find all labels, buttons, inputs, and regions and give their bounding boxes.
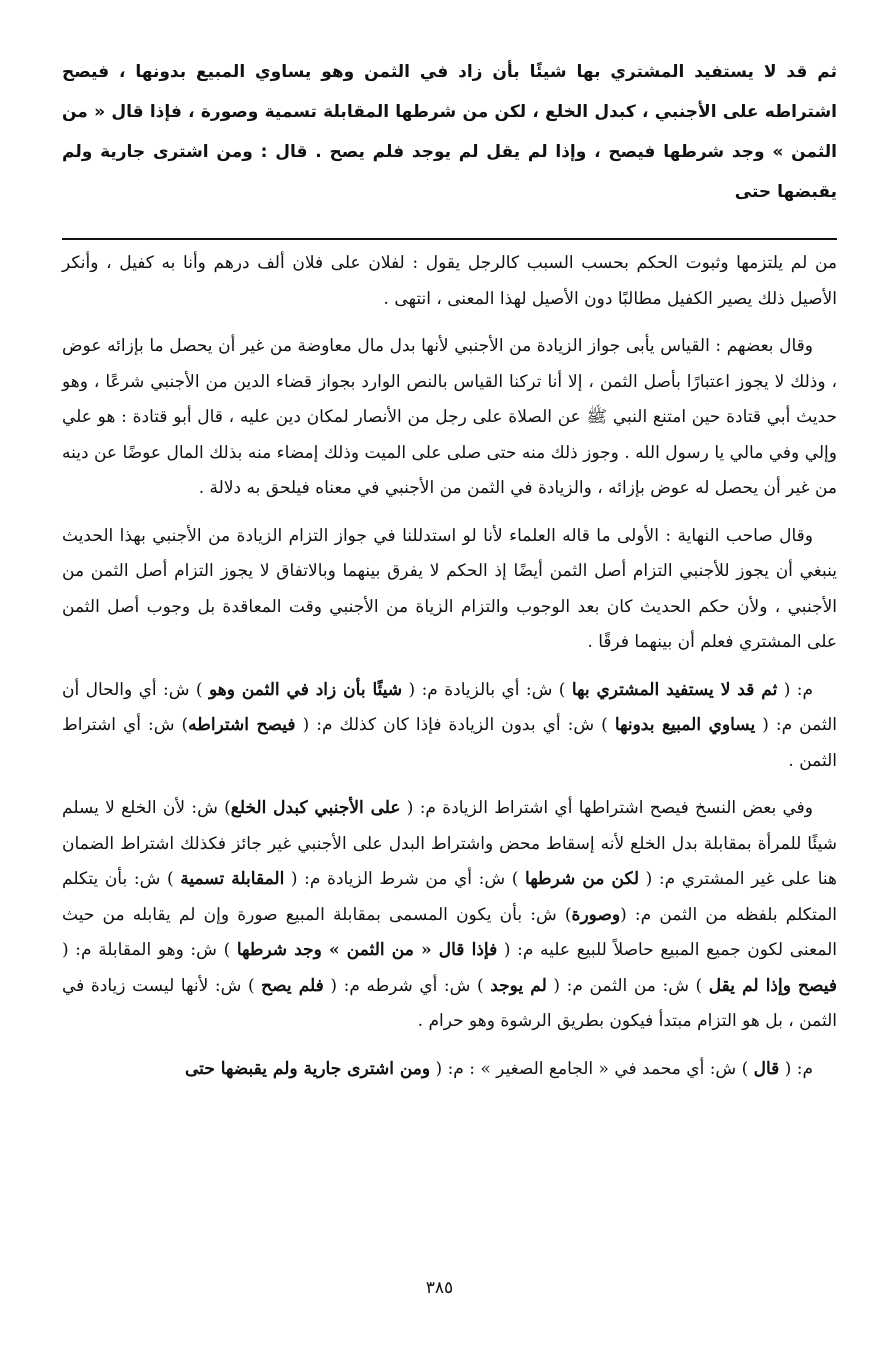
commentary-segment: ) ش: أي شرطه م: (: [323, 975, 491, 996]
commentary-segment: ) ش: لأن الخلع لا يسلم شيئًا للمرأة بمقابلة بدل الخلع لأنه إسقاط محض واشتراط البدل على الأجنبي غير جائز فكذلك اشتراط الضمان هنا على غير المشتري م: (: [62, 798, 837, 889]
commentary-segment: ) ش: من الثمن م: (: [546, 975, 709, 996]
commentary-paragraph-3: وقال صاحب النهاية : الأولى ما قاله العلماء لأنا لو استدللنا في جواز التزام الزيادة من الأجنبي بهذا الحديث ينبغي أن يجوز للأجنبي التزام أصل الثمن أيضًا إذ الحكم لا يفرق بينهما وبالاتفاق لا يجوز التزام أصل الثمن من الأجنبي ، ولأن حكم الحديث كان بعد الوجوب والتزام الزياة من الأجنبي وقت المعاقدة بل وجوب أصل الثمن على المشتري فعلم أن بينهما فرقًا .: [62, 525, 837, 652]
matn-quote-segment: قال: [753, 1058, 780, 1079]
commentary-segment: ) ش: بأن يكون المسمى بمقابلة المبيع صورة وإن لم يقابله من حيث المعنى لكون جميع المبيع حاصلاً للبيع عليه م: (: [62, 904, 837, 960]
page-content: [62, 52, 837, 1099]
commentary-paragraph-1: من لم يلتزمها وثبوت الحكم بحسب السبب كالرجل يقول : لفلان على فلان ألف درهم وأنا به كفيل ، وأنكر الأصيل ذلك يصير الكفيل مطالبًا دون الأصيل لهذا المعنى ، انتهى .: [62, 253, 837, 309]
commentary-paragraph-5: [62, 791, 837, 1040]
commentary-paragraph-6: [62, 1052, 837, 1088]
commentary-segment: ) ش: أي بدون الزيادة فإذا كان كذلك م: (: [295, 715, 615, 735]
commentary-paragraph-4: [62, 673, 837, 780]
matn-quote-segment: فلم يصح: [261, 975, 324, 996]
commentary-segment: ) ش: وهو المقابلة م: (: [62, 940, 237, 960]
matn-quote-segment: على الأجنبي كبدل الخلع: [230, 798, 401, 818]
matn-quote-segment: فإذا قال « من الثمن » وجد شرطها: [236, 940, 498, 960]
matn-quote-segment: وصورة: [571, 904, 621, 925]
commentary-segment: ) ش: أي اشتراط الثمن .: [62, 715, 837, 771]
matn-quote-segment: ثم قد لا يستفيد المشتري بها: [571, 679, 778, 700]
commentary-segment: ) ش: لأنها ليست زيادة في الثمن ، بل هو التزام مبتدأ فيكون بطريق الرشوة وهو حرام .: [62, 975, 837, 1031]
matn-quote-segment: لم يوجد: [490, 975, 547, 996]
matn-quote-segment: شيئًا بأن زاد في الثمن وهو: [208, 679, 403, 700]
matn-quote-segment: فيصح اشتراطه: [188, 715, 296, 735]
commentary-segment: ) ش: أي بالزيادة م: (: [402, 679, 572, 700]
matn-quote-segment: يساوي المبيع بدونها: [614, 715, 756, 735]
commentary-segment: وفي بعض النسخ فيصح اشتراطها أي اشتراط الزيادة م: (: [400, 798, 813, 818]
commentary-segment: م: (: [777, 679, 813, 700]
commentary-segment: ) ش: أي محمد في « الجامع الصغير » : م: (: [430, 1058, 754, 1079]
matn-quote-segment: المقابلة تسمية: [180, 869, 285, 889]
matn-quote-segment: فيصح وإذا لم يقل: [708, 975, 837, 996]
commentary-paragraph-2: وقال بعضهم : القياس يأبى جواز الزيادة من الأجنبي لأنها بدل مال معاوضة من غير أن يحصل ما بإزائه عوض ، وذلك لا يجوز اعتبارًا بأصل الثمن ، إلا أنا تركنا القياس بالنص الوارد بجواز قضاء الدين من الأجنبي شرعًا ، وهو حديث أبي قتادة حين امتنع النبي ﷺ عن الصلاة على رجل من الأنصار لمكان دين عليه ، قال أبو قتادة : هو علي وإلي وفي مالي يا رسول الله . وجوز ذلك منه حتى صلى على الميت وذلك إمضاء منه بذلك المال عوضًا عن دينه من غير أن يحصل له عوض بإزائه ، والزيادة في الثمن من الأجنبي في معناه فيلحق به دلالة .: [62, 336, 837, 498]
separator-rule: [62, 238, 837, 240]
commentary-segment: م: (: [779, 1058, 813, 1079]
commentary-segment: ) ش: أي من شرط الزيادة م: (: [284, 869, 526, 889]
matn-quote-segment: لكن من شرطها: [525, 869, 640, 889]
page-number: ٣٨٥: [425, 1278, 454, 1298]
main-text: ثم قد لا يستفيد المشتري بها شيئًا بأن زاد في الثمن وهو يساوي المبيع بدونها ، فيصح اشتراطه على الأجنبي ، كبدل الخلع ، لكن من شرطها المقابلة تسمية وصورة ، فإذا قال « من الثمن » وجد شرطها فيصح ، وإذا لم يقل لم يوجد فلم يصح . قال : ومن اشترى جارية ولم يقبضها حتى: [62, 62, 837, 202]
commentary-segment: ) ش: أي والحال أن الثمن م: (: [62, 679, 837, 735]
matn-quote-segment: ومن اشترى جارية ولم يقبضها حتى: [185, 1058, 431, 1079]
commentary-segment: ) ش: بأن يتكلم المتكلم بلفظه من الثمن م: (: [62, 869, 837, 925]
